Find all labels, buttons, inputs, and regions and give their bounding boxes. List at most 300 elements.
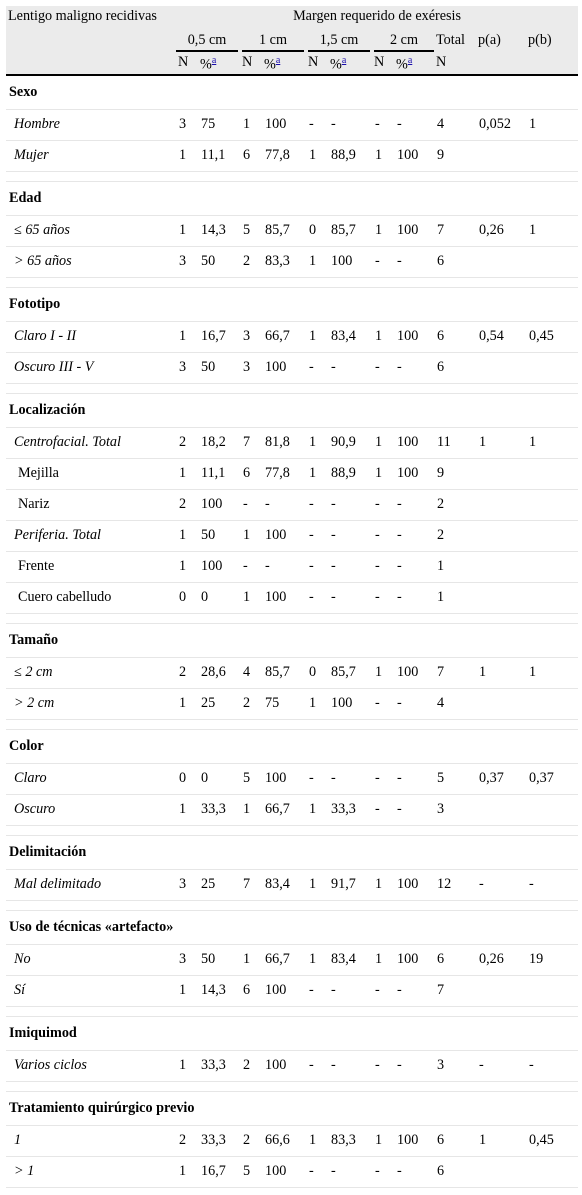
header-pct xyxy=(328,51,372,75)
table-cell: 1 xyxy=(526,215,578,246)
table-cell: 4 xyxy=(434,688,476,719)
table-header xyxy=(6,6,578,75)
table-cell: 3 xyxy=(176,944,198,975)
table-cell: - xyxy=(372,1156,394,1187)
table-cell: - xyxy=(328,1156,372,1187)
table-cell: - xyxy=(306,763,328,794)
table-cell: 1 xyxy=(306,427,328,458)
table-cell: 100 xyxy=(394,427,434,458)
spacer-cell xyxy=(6,171,578,181)
footnote-link-a[interactable]: a xyxy=(341,55,347,66)
row-label: Oscuro III - V xyxy=(6,352,176,383)
table-cell: 50 xyxy=(198,944,240,975)
table-cell: 0,26 xyxy=(476,944,526,975)
table-cell: - xyxy=(394,794,434,825)
table-cell xyxy=(526,1156,578,1187)
header-blank-pa xyxy=(476,51,526,75)
table-cell: 11,1 xyxy=(198,140,240,171)
table-cell: 1 xyxy=(306,1125,328,1156)
table-cell: 50 xyxy=(198,520,240,551)
spacer-cell xyxy=(6,277,578,287)
header-n: N xyxy=(306,51,328,75)
row-label: ≤ 2 cm xyxy=(6,657,176,688)
section-spacer xyxy=(6,613,578,623)
table-cell: 3 xyxy=(176,869,198,900)
header-total: Total xyxy=(434,30,476,51)
table-cell: 0 xyxy=(176,582,198,613)
table-cell: - xyxy=(240,551,262,582)
table-cell: 9 xyxy=(434,458,476,489)
table-row xyxy=(6,489,578,520)
header-title: Lentigo maligno recidivas xyxy=(6,6,176,30)
section-title: Tratamiento quirúrgico previo xyxy=(6,1091,578,1125)
footnote-link-a[interactable]: a xyxy=(211,55,217,66)
table-cell: - xyxy=(306,975,328,1006)
table-cell: 16,7 xyxy=(198,1156,240,1187)
table-cell: 85,7 xyxy=(328,215,372,246)
section-header-row xyxy=(6,1091,578,1125)
table-cell: 1 xyxy=(176,215,198,246)
section-header-row xyxy=(6,287,578,321)
table-cell: - xyxy=(306,1050,328,1081)
recurrence-table xyxy=(6,6,578,1188)
row-label: Claro I - II xyxy=(6,321,176,352)
table-cell: - xyxy=(306,489,328,520)
table-cell: 0,37 xyxy=(526,763,578,794)
table-row xyxy=(6,1125,578,1156)
table-cell: 100 xyxy=(394,1125,434,1156)
table-cell: 100 xyxy=(262,109,306,140)
table-row xyxy=(6,1050,578,1081)
table-cell: 100 xyxy=(262,1156,306,1187)
row-label: Claro xyxy=(6,763,176,794)
table-cell: 66,7 xyxy=(262,321,306,352)
table-cell: 1 xyxy=(476,1125,526,1156)
table-cell: 100 xyxy=(262,1050,306,1081)
table-cell: 2 xyxy=(434,520,476,551)
table-cell: 77,8 xyxy=(262,458,306,489)
table-cell: 1 xyxy=(176,520,198,551)
table-row xyxy=(6,246,578,277)
table-cell: 50 xyxy=(198,352,240,383)
section-spacer xyxy=(6,1006,578,1016)
table-cell: 6 xyxy=(434,321,476,352)
table-cell: 0 xyxy=(306,657,328,688)
table-cell: - xyxy=(394,352,434,383)
table-cell: - xyxy=(328,352,372,383)
table-cell: 4 xyxy=(434,109,476,140)
row-label: > 65 años xyxy=(6,246,176,277)
table-cell: 1 xyxy=(240,109,262,140)
row-label: Sí xyxy=(6,975,176,1006)
table-cell: 5 xyxy=(434,763,476,794)
table-cell xyxy=(526,551,578,582)
header-n: N xyxy=(240,51,262,75)
row-label: Nariz xyxy=(6,489,176,520)
table-cell: 6 xyxy=(434,246,476,277)
table-cell xyxy=(476,688,526,719)
table-cell: 0 xyxy=(198,763,240,794)
header-pa: p(a) xyxy=(476,30,526,51)
section-spacer xyxy=(6,719,578,729)
table-cell: 1 xyxy=(526,109,578,140)
table-cell: 3 xyxy=(240,321,262,352)
header-pct xyxy=(198,51,240,75)
table-cell xyxy=(526,246,578,277)
table-cell: - xyxy=(372,582,394,613)
table-cell: 3 xyxy=(434,1050,476,1081)
table-cell: - xyxy=(372,520,394,551)
table-cell: 1 xyxy=(526,657,578,688)
table-cell: - xyxy=(372,489,394,520)
table-cell: 1 xyxy=(434,551,476,582)
table-cell xyxy=(476,458,526,489)
table-cell: 91,7 xyxy=(328,869,372,900)
table-cell: 100 xyxy=(394,321,434,352)
table-cell: 0,54 xyxy=(476,321,526,352)
row-label: No xyxy=(6,944,176,975)
table-row xyxy=(6,688,578,719)
table-cell: - xyxy=(394,1156,434,1187)
table-cell: 5 xyxy=(240,1156,262,1187)
table-cell: 6 xyxy=(434,1125,476,1156)
table-cell: 6 xyxy=(240,140,262,171)
table-cell: 1 xyxy=(176,1156,198,1187)
table-cell: 1 xyxy=(176,321,198,352)
table-cell: 12 xyxy=(434,869,476,900)
table-cell: - xyxy=(328,489,372,520)
table-cell: 2 xyxy=(176,427,198,458)
table-cell xyxy=(476,794,526,825)
table-cell xyxy=(476,489,526,520)
table-row xyxy=(6,321,578,352)
table-cell xyxy=(476,246,526,277)
table-cell xyxy=(526,975,578,1006)
table-cell: 6 xyxy=(434,352,476,383)
table-cell: - xyxy=(372,688,394,719)
table-cell: - xyxy=(526,869,578,900)
table-cell: 1 xyxy=(372,1125,394,1156)
header-pct-label: % xyxy=(264,56,276,73)
section-header-row xyxy=(6,1016,578,1050)
section-spacer xyxy=(6,383,578,393)
table-cell: 100 xyxy=(262,582,306,613)
row-label: 1 xyxy=(6,1125,176,1156)
table-cell: - xyxy=(306,551,328,582)
table-cell: - xyxy=(476,869,526,900)
table-cell: 75 xyxy=(262,688,306,719)
table-cell: 1 xyxy=(372,944,394,975)
section-spacer xyxy=(6,825,578,835)
spacer-cell xyxy=(6,383,578,393)
table-cell: 0,052 xyxy=(476,109,526,140)
footnote-link-a[interactable]: a xyxy=(275,55,281,66)
section-spacer xyxy=(6,900,578,910)
table-cell: 28,6 xyxy=(198,657,240,688)
spacer-cell xyxy=(6,1081,578,1091)
section-title: Localización xyxy=(6,393,578,427)
header-pct xyxy=(262,51,306,75)
table-row xyxy=(6,551,578,582)
table-cell: 1 xyxy=(306,869,328,900)
table-row xyxy=(6,763,578,794)
table-cell: 100 xyxy=(262,352,306,383)
table-cell: - xyxy=(306,352,328,383)
table-cell: - xyxy=(372,551,394,582)
table-row xyxy=(6,869,578,900)
table-cell xyxy=(476,520,526,551)
header-group-15: 1,5 cm xyxy=(306,30,372,51)
table-cell: - xyxy=(394,551,434,582)
table-cell: - xyxy=(394,520,434,551)
section-header-row xyxy=(6,393,578,427)
table-cell: 7 xyxy=(434,975,476,1006)
table-cell: 77,8 xyxy=(262,140,306,171)
table-cell: 19 xyxy=(526,944,578,975)
table-cell: - xyxy=(372,794,394,825)
table-cell: 0,45 xyxy=(526,1125,578,1156)
table-cell: 0 xyxy=(176,763,198,794)
table-cell xyxy=(526,352,578,383)
table-cell: 100 xyxy=(262,975,306,1006)
section-title: Fototipo xyxy=(6,287,578,321)
header-n: N xyxy=(372,51,394,75)
section-spacer xyxy=(6,277,578,287)
table-row xyxy=(6,1156,578,1187)
table-cell: 9 xyxy=(434,140,476,171)
table-cell: 0 xyxy=(198,582,240,613)
table-cell: 11,1 xyxy=(198,458,240,489)
table-cell xyxy=(526,582,578,613)
header-pct-label: % xyxy=(330,56,342,73)
footnote-link-a[interactable]: a xyxy=(407,55,413,66)
table-cell: - xyxy=(306,1156,328,1187)
table-cell: 2 xyxy=(176,489,198,520)
table-cell: - xyxy=(394,1050,434,1081)
row-label: ≤ 65 años xyxy=(6,215,176,246)
table-cell xyxy=(526,794,578,825)
table-row xyxy=(6,215,578,246)
table-cell: 50 xyxy=(198,246,240,277)
table-cell: 33,3 xyxy=(198,1050,240,1081)
section-title: Uso de técnicas «artefacto» xyxy=(6,910,578,944)
section-header-row xyxy=(6,835,578,869)
section-title: Edad xyxy=(6,181,578,215)
table-cell xyxy=(526,458,578,489)
table-cell: 83,4 xyxy=(262,869,306,900)
table-cell: 100 xyxy=(198,551,240,582)
table-cell: 33,3 xyxy=(198,1125,240,1156)
table-cell: - xyxy=(306,582,328,613)
table-body xyxy=(6,75,578,1188)
table-cell: 1 xyxy=(176,1050,198,1081)
table-cell: - xyxy=(476,1050,526,1081)
table-cell: - xyxy=(328,582,372,613)
table-cell: 6 xyxy=(240,975,262,1006)
table-cell: 18,2 xyxy=(198,427,240,458)
table-cell: 75 xyxy=(198,109,240,140)
row-label: > 2 cm xyxy=(6,688,176,719)
table-cell: - xyxy=(372,763,394,794)
header-blank xyxy=(6,30,176,51)
table-cell: 85,7 xyxy=(262,657,306,688)
table-cell: 6 xyxy=(240,458,262,489)
table-row xyxy=(6,975,578,1006)
table-cell: 25 xyxy=(198,869,240,900)
table-cell: 5 xyxy=(240,215,262,246)
table-cell xyxy=(476,1156,526,1187)
table-cell: 3 xyxy=(176,246,198,277)
table-cell: 1 xyxy=(476,657,526,688)
table-cell: 1 xyxy=(240,582,262,613)
table-cell: - xyxy=(262,489,306,520)
table-cell: 5 xyxy=(240,763,262,794)
table-cell: - xyxy=(328,763,372,794)
table-cell xyxy=(476,352,526,383)
table-cell: 0,26 xyxy=(476,215,526,246)
row-label: Oscuro xyxy=(6,794,176,825)
table-cell: 3 xyxy=(434,794,476,825)
row-label: Mejilla xyxy=(6,458,176,489)
table-cell: 100 xyxy=(328,688,372,719)
table-row xyxy=(6,794,578,825)
table-cell: 0,37 xyxy=(476,763,526,794)
table-cell: 1 xyxy=(306,794,328,825)
table-cell: 1 xyxy=(476,427,526,458)
section-header-row xyxy=(6,623,578,657)
table-cell: 1 xyxy=(526,427,578,458)
table-cell: 2 xyxy=(434,489,476,520)
section-title: Tamaño xyxy=(6,623,578,657)
table-cell: 25 xyxy=(198,688,240,719)
row-label: > 1 xyxy=(6,1156,176,1187)
table-cell: - xyxy=(394,109,434,140)
row-label: Hombre xyxy=(6,109,176,140)
table-cell: 2 xyxy=(240,1050,262,1081)
table-cell: 90,9 xyxy=(328,427,372,458)
table-cell: 1 xyxy=(434,582,476,613)
table-cell: 100 xyxy=(198,489,240,520)
spacer-cell xyxy=(6,719,578,729)
table-cell: 100 xyxy=(394,458,434,489)
table-cell: 85,7 xyxy=(262,215,306,246)
table-cell: 6 xyxy=(434,1156,476,1187)
table-cell: 1 xyxy=(372,321,394,352)
table-cell: 7 xyxy=(434,215,476,246)
section-header-row xyxy=(6,910,578,944)
table-cell: 83,3 xyxy=(262,246,306,277)
table-cell xyxy=(476,582,526,613)
table-cell: 3 xyxy=(240,352,262,383)
section-title: Imiquimod xyxy=(6,1016,578,1050)
header-blank-2 xyxy=(6,51,176,75)
row-label: Centrofacial. Total xyxy=(6,427,176,458)
table-cell: 2 xyxy=(176,1125,198,1156)
row-label: Cuero cabelludo xyxy=(6,582,176,613)
table-cell xyxy=(476,975,526,1006)
table-cell: - xyxy=(240,489,262,520)
table-cell: 1 xyxy=(372,657,394,688)
table-cell: 1 xyxy=(372,140,394,171)
table-cell: 85,7 xyxy=(328,657,372,688)
table-row xyxy=(6,520,578,551)
table-cell: 14,3 xyxy=(198,975,240,1006)
row-label: Periferia. Total xyxy=(6,520,176,551)
table-cell: - xyxy=(394,246,434,277)
table-cell: 66,6 xyxy=(262,1125,306,1156)
table-cell: 83,4 xyxy=(328,321,372,352)
table-container xyxy=(6,0,578,1188)
section-title: Delimitación xyxy=(6,835,578,869)
table-row xyxy=(6,657,578,688)
table-cell: 100 xyxy=(394,944,434,975)
table-cell: 14,3 xyxy=(198,215,240,246)
table-row xyxy=(6,458,578,489)
table-cell: 1 xyxy=(176,140,198,171)
section-spacer xyxy=(6,171,578,181)
header-pct-label: % xyxy=(396,56,408,73)
table-cell xyxy=(526,489,578,520)
table-cell: 1 xyxy=(306,944,328,975)
header-group-2: 2 cm xyxy=(372,30,434,51)
table-cell: 4 xyxy=(240,657,262,688)
table-cell: 66,7 xyxy=(262,944,306,975)
table-cell: 2 xyxy=(240,246,262,277)
table-cell: - xyxy=(328,109,372,140)
section-header-row xyxy=(6,181,578,215)
table-cell: 1 xyxy=(372,427,394,458)
table-cell: 1 xyxy=(306,458,328,489)
section-title: Color xyxy=(6,729,578,763)
table-cell xyxy=(526,520,578,551)
table-cell: 7 xyxy=(434,657,476,688)
table-cell xyxy=(476,140,526,171)
header-n: N xyxy=(176,51,198,75)
row-label: Mal delimitado xyxy=(6,869,176,900)
table-cell: 66,7 xyxy=(262,794,306,825)
table-cell: 100 xyxy=(394,657,434,688)
table-cell: 33,3 xyxy=(328,794,372,825)
table-cell: 16,7 xyxy=(198,321,240,352)
header-group-1: 1 cm xyxy=(240,30,306,51)
table-cell: 81,8 xyxy=(262,427,306,458)
table-cell: 1 xyxy=(176,975,198,1006)
table-cell xyxy=(526,140,578,171)
table-row xyxy=(6,140,578,171)
row-label: Varios ciclos xyxy=(6,1050,176,1081)
table-row xyxy=(6,582,578,613)
spacer-cell xyxy=(6,900,578,910)
table-cell: 1 xyxy=(306,246,328,277)
table-cell: - xyxy=(306,109,328,140)
table-cell: 3 xyxy=(176,352,198,383)
table-cell: 100 xyxy=(394,869,434,900)
table-cell: 88,9 xyxy=(328,140,372,171)
table-cell: 83,3 xyxy=(328,1125,372,1156)
table-cell: 1 xyxy=(176,551,198,582)
table-cell: 11 xyxy=(434,427,476,458)
table-cell: 1 xyxy=(306,688,328,719)
section-header-row xyxy=(6,75,578,110)
table-cell: 33,3 xyxy=(198,794,240,825)
table-cell: 1 xyxy=(176,794,198,825)
table-cell: 1 xyxy=(306,140,328,171)
header-group-05: 0,5 cm xyxy=(176,30,240,51)
spacer-cell xyxy=(6,825,578,835)
header-pct-label: % xyxy=(200,56,212,73)
table-cell: 100 xyxy=(262,520,306,551)
table-cell: 0,45 xyxy=(526,321,578,352)
